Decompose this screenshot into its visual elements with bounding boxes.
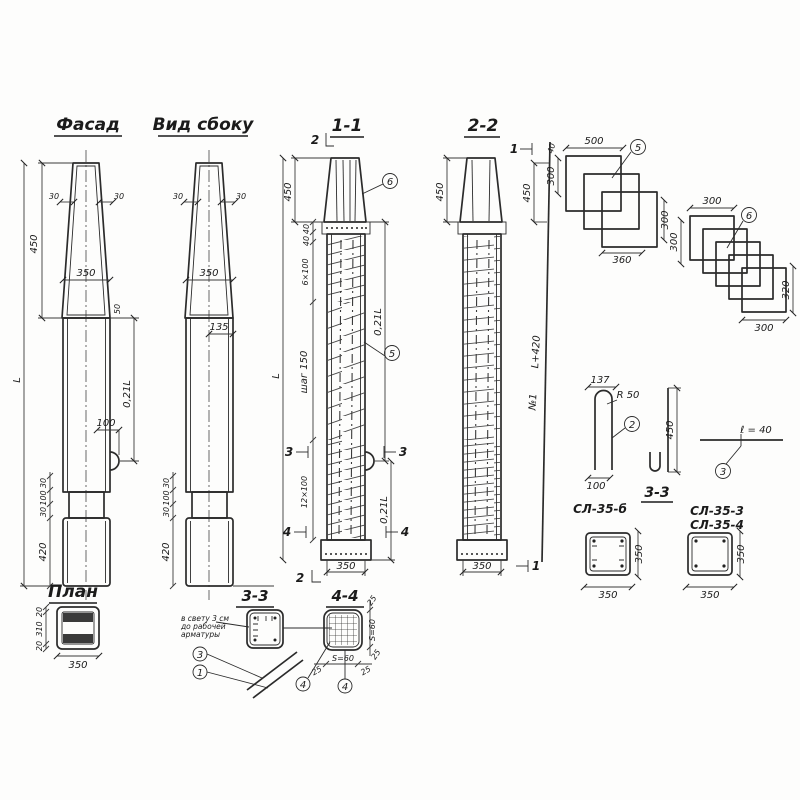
cross-section-cl353-4 [686, 531, 747, 601]
section-3-3-subtitle: 3-3 [644, 485, 670, 501]
ubar-detail [641, 388, 681, 502]
mark-cl-35-b: СЛ-35-б [573, 502, 627, 516]
callout-5: 5 [388, 349, 396, 360]
dim-30: 30 [48, 192, 60, 201]
dim-25: 25 [359, 664, 373, 678]
dim-350: 350 [736, 544, 747, 564]
dim-L: L [271, 373, 282, 379]
section-2-2-title: 2-2 [467, 116, 499, 136]
side-shaft [186, 318, 233, 492]
plan-title: План [48, 582, 98, 602]
dim-30: 30 [39, 477, 48, 489]
facade-lifting-hook [110, 452, 119, 470]
bar-number-1: №1 [527, 393, 540, 411]
s44-mesh [329, 615, 357, 645]
dim-25: 25 [365, 593, 379, 608]
dim-350: 350 [76, 268, 96, 279]
dim-30: 30 [162, 477, 171, 489]
s11-foot-dots [325, 553, 367, 555]
spiral-detail-5 [546, 136, 671, 266]
dim-450: 450 [435, 182, 446, 202]
dim-S60: S=60 [368, 619, 377, 641]
callout-6: 6 [386, 177, 394, 188]
callout-2: 2 [628, 420, 636, 431]
dim-021L: 0,21L [122, 380, 133, 408]
dim-step-150: шаг 150 [299, 350, 310, 394]
dim-30: 30 [113, 192, 125, 201]
dim-25: 25 [369, 647, 383, 662]
cut-mark-3-left: 3 [284, 445, 294, 459]
dim-40: 40 [302, 223, 311, 235]
dim-50: 50 [113, 303, 122, 315]
callout-5: 5 [634, 143, 642, 154]
dim-S60: S=60 [332, 654, 354, 663]
side-neck [192, 492, 227, 518]
s11-lifting-hook [365, 452, 374, 470]
dim-450: 450 [522, 183, 533, 203]
section-4-4-title: 4-4 [331, 587, 359, 605]
mark-cl-35-3: СЛ-35-3 [690, 504, 744, 518]
s22-foot [457, 540, 507, 560]
spiral-detail-6 [669, 196, 793, 334]
callout-1: 1 [196, 668, 204, 679]
dim-300: 300 [546, 166, 557, 186]
dim-350: 350 [598, 590, 618, 601]
dim-30: 30 [162, 506, 171, 518]
facade-view [12, 115, 139, 600]
cross-section-cl35b [584, 531, 645, 601]
dim-350: 350 [634, 544, 645, 564]
cover-note-line2: до рабочей [181, 622, 226, 631]
cut-mark-4-left: 4 [282, 525, 292, 539]
dim-300: 300 [754, 323, 774, 334]
dim-l40: ℓ = 40 [740, 425, 772, 436]
facade-neck [69, 492, 104, 518]
dim-300: 300 [702, 196, 722, 207]
dim-L-plus-420: L+420 [530, 335, 543, 369]
dim-350: 350 [199, 268, 219, 279]
hairpin-bar-detail [573, 375, 639, 516]
dim-100: 100 [586, 481, 606, 492]
dim-320: 320 [781, 280, 792, 300]
cut-mark-1-top: 1 [509, 142, 519, 156]
cut-mark-1-bottom: 1 [531, 559, 541, 573]
cover-note-line3: арматуры [181, 630, 221, 639]
s22-taper-head [460, 158, 502, 222]
dim-420: 420 [161, 542, 172, 562]
dim-100-hook: 100 [96, 418, 116, 429]
plan-view [35, 582, 99, 671]
side-base [186, 518, 233, 586]
dim-12x100: 12×100 [300, 475, 309, 509]
section-4-4-view [296, 587, 383, 693]
side-title: Вид сбоку [152, 115, 254, 135]
section-1-1-view [271, 116, 409, 585]
section-1-1-title: 1-1 [331, 116, 363, 136]
dim-300: 300 [660, 210, 671, 230]
cut-mark-3-right: 3 [398, 445, 408, 459]
dim-30: 30 [39, 506, 48, 518]
straight-bar-detail [690, 425, 783, 532]
cut-mark-2-top: 2 [310, 133, 320, 147]
dim-420: 420 [38, 542, 49, 562]
dim-135: 135 [209, 322, 229, 333]
dim-40: 40 [302, 235, 311, 247]
dim-500: 500 [584, 136, 604, 147]
dim-350: 350 [472, 561, 492, 572]
s11-taper-head [324, 158, 366, 222]
dim-360: 360 [612, 255, 632, 266]
dim-450: 450 [29, 234, 40, 254]
section-2-2-view [435, 116, 557, 576]
dim-40: 40 [545, 142, 558, 155]
s22-foot-dots [461, 553, 503, 555]
dim-20: 20 [35, 640, 44, 652]
dim-021L: 0,21L [373, 308, 384, 336]
dim-100: 100 [162, 490, 171, 506]
dim-20: 20 [35, 606, 44, 618]
cut-mark-2-bottom: 2 [295, 571, 305, 585]
plan-spiral-band [63, 613, 93, 622]
hairpin-bar [595, 391, 612, 471]
dim-350: 350 [68, 660, 88, 671]
section-3-3-title: 3-3 [241, 587, 269, 605]
s22-collar [458, 222, 506, 234]
s11-collar-dots [326, 227, 367, 229]
facade-dims [12, 163, 139, 589]
dim-30: 30 [235, 192, 247, 201]
mark-cl-35-4: СЛ-35-4 [690, 518, 744, 532]
facade-title: Фасад [56, 115, 120, 135]
callout-3: 3 [196, 650, 204, 661]
dim-6x100: 6×100 [301, 258, 310, 286]
callout-3: 3 [719, 467, 727, 478]
dim-137: 137 [590, 375, 610, 386]
dim-350: 350 [336, 561, 356, 572]
s22-unrolled-bar [522, 142, 557, 562]
callout-6: 6 [745, 211, 753, 222]
s11-foot [321, 540, 371, 560]
dim-300: 300 [669, 232, 680, 252]
dim-R50: R 50 [616, 390, 640, 401]
callout-4: 4 [341, 682, 349, 693]
dim-L: L [12, 377, 23, 383]
dim-100: 100 [39, 490, 48, 506]
dim-25: 25 [310, 664, 324, 678]
side-view [153, 115, 274, 600]
dim-450: 450 [665, 420, 676, 440]
dim-310: 310 [35, 621, 44, 637]
facade-base [63, 518, 110, 586]
cut-mark-4-right: 4 [400, 525, 410, 539]
dim-021L: 0,21L [379, 496, 390, 524]
dim-350: 350 [700, 590, 720, 601]
plan-spiral-band [63, 634, 93, 643]
facade-shaft [63, 318, 110, 492]
cover-note-line1: в свету 3 см [181, 614, 230, 623]
dim-30: 30 [172, 192, 184, 201]
callout-4: 4 [299, 680, 307, 691]
dim-450: 450 [283, 182, 294, 202]
